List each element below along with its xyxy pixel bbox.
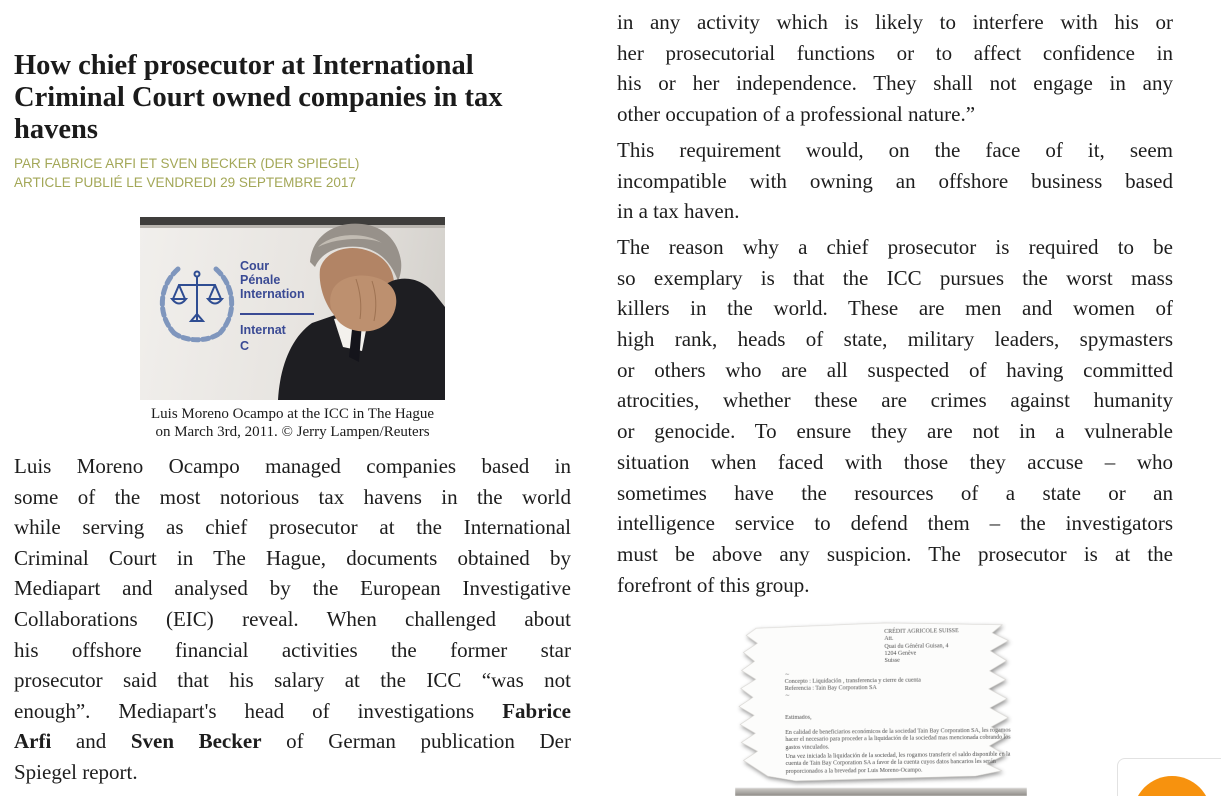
lead-line: Collaborations (EIC) reveal. When challenged about (14, 606, 571, 631)
photo-caption-line2: on March 3rd, 2011. © Jerry Lampen/Reuters (155, 423, 430, 440)
lead-line: prosecutor said that his salary at the ICC “was not (14, 668, 571, 693)
photo-caption-line1: Luis Moreno Ocampo at the ICC in The Hague (151, 406, 434, 422)
photo-caption (14, 406, 571, 441)
body-line: incompatible with owning an offshore business based (617, 168, 1173, 193)
lead-line: while serving as chief prosecutor at the International (14, 515, 571, 540)
author-name-bold: Arfi (14, 729, 52, 754)
article-photo-art (140, 217, 445, 400)
banner-line-4: Internat (240, 323, 286, 337)
banner-divider (240, 313, 314, 315)
article-photo (140, 217, 445, 400)
lead-line9-text: enough”. Mediapart's head of investigations (14, 698, 503, 723)
right-column (617, 7, 1173, 605)
body-line: forefront of this group. (617, 572, 810, 597)
letter-body-line: cuenta de Tain Bay Corporation SA a favor de la cuenta cuyos datos bancarios les serán (785, 759, 996, 768)
redaction-mark: ∼ (784, 692, 790, 700)
body-line: situation when faced with those they accuse – who (617, 449, 1173, 474)
torn-paper (735, 617, 1027, 796)
body-line: other occupation of a professional nature.” (617, 102, 976, 127)
lead-line: Spiegel report. (14, 759, 138, 784)
body-line: in a tax haven. (617, 199, 740, 224)
letter-salutation: Estimados, (785, 714, 812, 722)
body-line: her prosecutorial functions or to affect confidence in (617, 40, 1173, 65)
letter-recipient-block (884, 628, 959, 665)
letter-concepto-line: Concepto : Liquidación , transferencia y cierre de cuenta (784, 677, 921, 686)
body-line: The reason why a chief prosecutor is required to be (617, 234, 1173, 259)
body-line: so exemplary is that the ICC pursues the worst mass (617, 265, 1173, 290)
banner-line-3: Internation (240, 287, 305, 301)
body-line: or others who are all suspected of having committed (617, 357, 1173, 382)
letter-recipient-line: 1204 Genève (884, 650, 917, 657)
lead-line (14, 696, 571, 727)
body-line: in any activity which is likely to interfere with his or (617, 10, 1173, 34)
lead-line10-mid: and (51, 729, 131, 754)
photo-top-strip (140, 217, 445, 225)
lead-line: Criminal Court in The Hague, documents obtained by (14, 545, 571, 570)
body-line: his or her independence. They shall not engage in any (617, 71, 1173, 96)
lead-line (14, 726, 571, 757)
bank-letter-scan (735, 617, 1027, 796)
letter-recipient-line: Quai du Général Guisan, 4 (884, 642, 949, 650)
redaction-mark: ∼ (784, 671, 790, 679)
letter-body-paragraph-1 (785, 728, 1011, 752)
byline-authors: PAR FABRICE ARFI ET SVEN BECKER (DER SPIEGEL) (14, 156, 360, 171)
paragraph-requirement (617, 135, 1173, 227)
letter-body-line: gastos vinculados. (785, 744, 830, 751)
body-line: sometimes have the resources of a state or an (617, 480, 1173, 505)
lead-line: Luis Moreno Ocampo managed companies based in (14, 454, 571, 478)
lead-line10-post: of German publication Der (261, 729, 571, 754)
letter-body-line: Una vez iniciada la liquidación de la sociedad, les rogamos transferir el saldo disponible en la (785, 751, 1011, 761)
letter-recipient-line: CRÉDIT AGRICOLE SUISSE (884, 628, 959, 635)
letter-body-line: proporcionados a la brevedad por Luis Moreno-Ocampo. (785, 767, 923, 775)
body-line: atrocities, whether these are crimes against humanity (617, 388, 1173, 413)
lead-line: Mediapart and analysed by the European Investigative (14, 576, 571, 601)
banner-line-2: Pénale (240, 273, 281, 287)
body-line: killers in the world. These are men and women of (617, 296, 1173, 321)
paragraph-reason (617, 232, 1173, 600)
author-name-bold: Fabrice (502, 698, 571, 723)
photo-top-shade (140, 225, 445, 228)
byline-date: ARTICLE PUBLIÉ LE VENDREDI 29 SEPTEMBRE 2017 (14, 174, 356, 190)
letter-recipient-line: Att. (884, 636, 894, 643)
paragraph-quote-continuation (617, 7, 1173, 130)
body-line: high rank, heads of state, military leaders, spymasters (617, 327, 1173, 352)
body-line: intelligence service to defend them – the investigators (617, 511, 1173, 536)
lead-line: some of the most notorious tax havens in the world (14, 484, 571, 509)
body-line: must be above any suspicion. The prosecutor is at the (617, 541, 1173, 566)
body-line: This requirement would, on the face of it, seem (617, 137, 1173, 162)
byline (14, 155, 554, 192)
banner-line-1: Cour (240, 259, 270, 273)
scan-bottom-shadow (735, 788, 1027, 796)
author-name-bold: Sven Becker (130, 729, 262, 754)
banner-line-5: C (240, 339, 250, 353)
letter-body-line: En calidad de beneficiarios económicos de la sociedad Tain Bay Corporation SA, les rogamos (785, 727, 1011, 737)
icc-logo-icon (162, 269, 231, 340)
ocampo-figure (278, 224, 445, 400)
letter-referencia-line: Referencia : Tain Bay Corporation SA (784, 685, 877, 693)
body-line: or genocide. To ensure they are not in a vulnerable (617, 419, 1173, 444)
letter-recipient-line: Suisse (884, 657, 900, 665)
letter-body-line: hacer el necesario para proceder a la liquidación de la sociedad mas mencionada cobrando los (785, 734, 1011, 744)
lead-paragraph (14, 451, 571, 788)
letter-body-paragraph-2 (785, 752, 1010, 776)
lead-line: his offshore financial activities the former star (14, 637, 571, 662)
page-title: How chief prosecutor at International Criminal Court owned companies in tax havens (14, 50, 503, 145)
